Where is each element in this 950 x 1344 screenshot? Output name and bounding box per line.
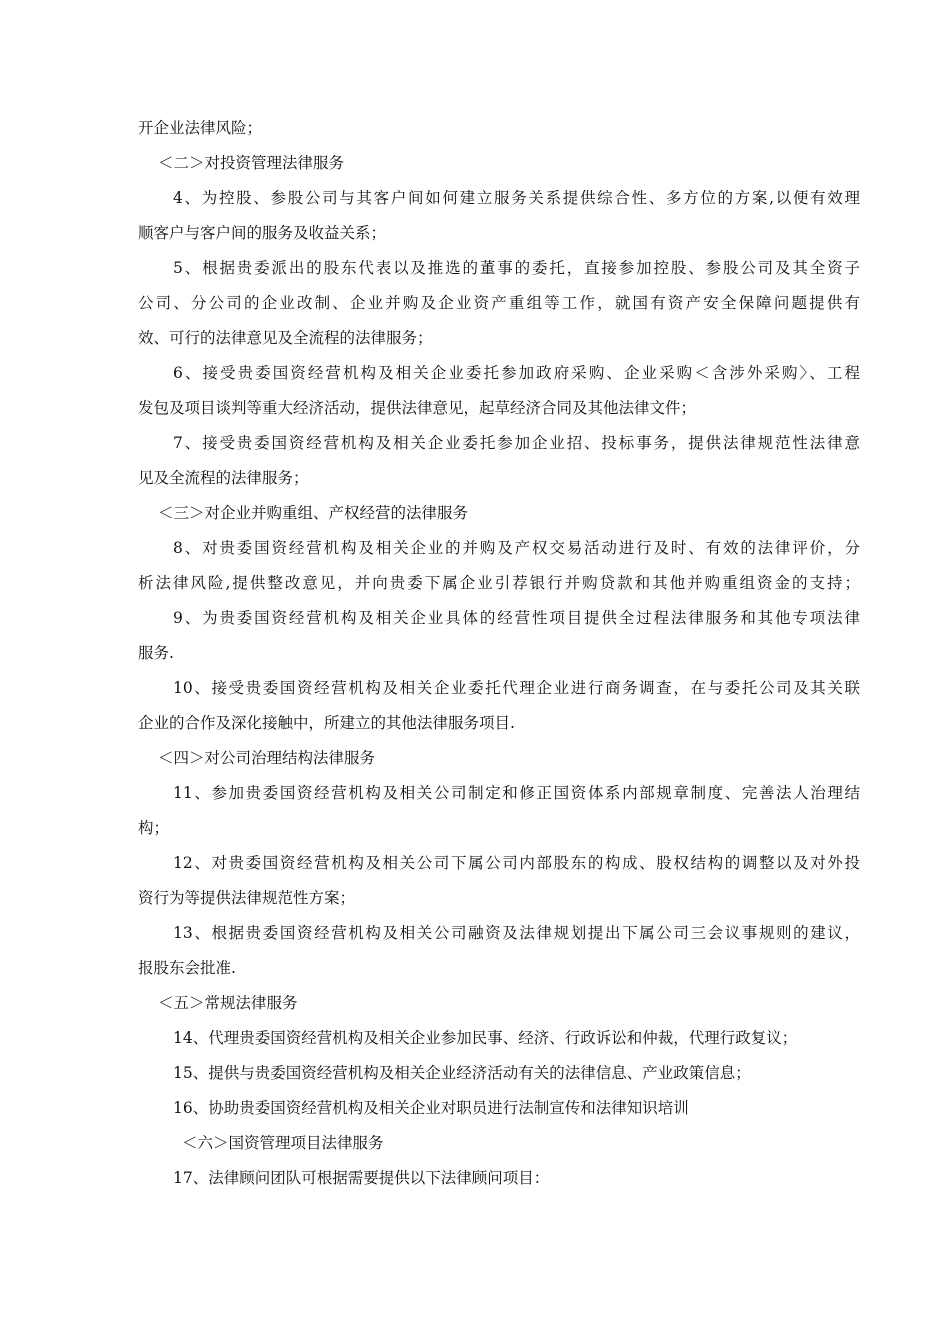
text-line: 11、参加贵委国资经营机构及相关公司制定和修正国资体系内部规章制度、完善法人治理结	[173, 784, 860, 802]
text-line: 10、接受贵委国资经营机构及相关企业委托代理企业进行商务调查，在与委托公司及其关联	[173, 679, 860, 697]
section-heading: ＜四＞对公司治理结构法律服务	[158, 749, 376, 767]
text-line: 9、为贵委国资经营机构及相关企业具体的经营性项目提供全过程法律服务和其他专项法律	[173, 609, 860, 627]
text-line: 公司、分公司的企业改制、企业并购及企业资产重组等工作，就国有资产安全保障问题提供有	[138, 294, 860, 312]
text-line: 7、接受贵委国资经营机构及相关企业委托参加企业招、投标事务，提供法律规范性法律意	[173, 434, 860, 452]
text-line: 4、为控股、参股公司与其客户间如何建立服务关系提供综合性、多方位的方案,以便有效理	[173, 189, 860, 207]
text-line: 5、根据贵委派出的股东代表以及推选的董事的委托，直接参加控股、参股公司及其全资子	[173, 259, 860, 277]
text-line: 17、法律顾问团队可根据需要提供以下法律顾问项目：	[173, 1169, 550, 1187]
text-line: 析法律风险,提供整改意见，并向贵委下属企业引荐银行并购贷款和其他并购重组资金的支持；	[138, 574, 860, 592]
text-line: 顺客户与客户间的服务及收益关系；	[138, 224, 387, 242]
text-line: 企业的合作及深化接触中，所建立的其他法律服务项目.	[138, 714, 515, 732]
text-line: 6、接受贵委国资经营机构及相关企业委托参加政府采购、企业采购＜含涉外采购〉、工程	[173, 364, 860, 382]
text-line: 8、对贵委国资经营机构及相关企业的并购及产权交易活动进行及时、有效的法律评价，分	[173, 539, 860, 557]
section-heading: ＜六＞国资管理项目法律服务	[182, 1134, 384, 1152]
text-line: 服务.	[138, 644, 174, 662]
text-line: 报股东会批准.	[138, 959, 236, 977]
section-heading: ＜五＞常规法律服务	[158, 994, 298, 1012]
text-line: 14、代理贵委国资经营机构及相关企业参加民事、经济、行政诉讼和仲裁，代理行政复议；	[173, 1029, 798, 1047]
section-heading: ＜二＞对投资管理法律服务	[158, 154, 345, 172]
text-line: 15、提供与贵委国资经营机构及相关企业经济活动有关的法律信息、产业政策信息；	[173, 1064, 751, 1082]
text-line: 16、协助贵委国资经营机构及相关企业对职员进行法制宣传和法律知识培训	[173, 1099, 689, 1117]
text-line: 见及全流程的法律服务；	[138, 469, 309, 487]
text-line: 开企业法律风险；	[138, 119, 263, 137]
text-line: 资行为等提供法律规范性方案；	[138, 889, 356, 907]
text-line: 发包及项目谈判等重大经济活动，提供法律意见，起草经济合同及其他法律文件；	[138, 399, 697, 417]
text-line: 效、可行的法律意见及全流程的法律服务；	[138, 329, 433, 347]
text-line: 13、根据贵委国资经营机构及相关公司融资及法律规划提出下属公司三会议事规则的建议，	[173, 924, 860, 942]
text-line: 构；	[138, 819, 170, 837]
text-line: 12、对贵委国资经营机构及相关公司下属公司内部股东的构成、股权结构的调整以及对外投	[173, 854, 860, 872]
document-body	[138, 114, 860, 1192]
section-heading: ＜三＞对企业并购重组、产权经营的法律服务	[158, 504, 469, 522]
